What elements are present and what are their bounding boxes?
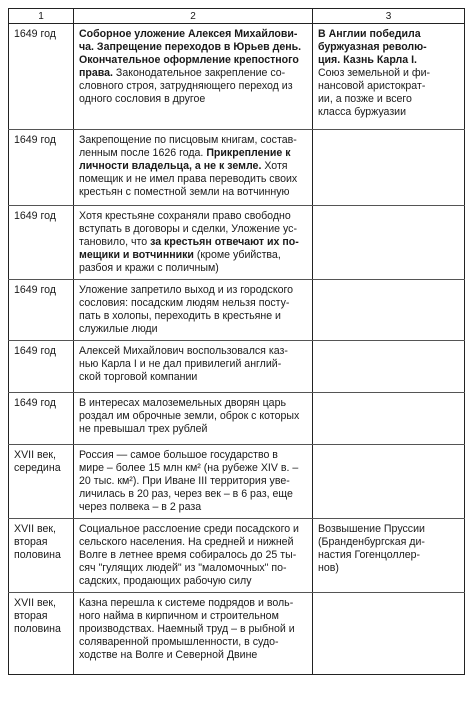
table-row	[9, 519, 465, 593]
event-cell	[74, 519, 313, 593]
event-text-run: Социальное расслоение среди посадского и сельского населения. На средней и нижней Волге в летнее время собиралось до 25 ты- сяч "гулящих людей" из "маломочных" по- садских, продающих рабочую силу	[79, 523, 299, 587]
world-event-cell	[313, 206, 465, 280]
world-event-cell	[313, 280, 465, 341]
year-cell: XVII век, вторая половина	[9, 593, 74, 675]
header-row	[9, 9, 465, 24]
world-event-cell	[313, 519, 465, 593]
event-cell	[74, 393, 313, 445]
event-cell	[74, 593, 313, 675]
event-cell	[74, 24, 313, 130]
event-text-run: Соборное уложение Алексея Михайлови- ча. Запрещение переходов в Юрьев день. Окончательное оформление крепостного права.	[79, 28, 302, 79]
event-text-run: за крестьян отвечают их по- мещики и вотчинники	[79, 236, 299, 261]
event-cell	[74, 280, 313, 341]
year-cell: 1649 год	[9, 280, 74, 341]
table-row	[9, 445, 465, 519]
event-text-run: Закрепощение по писцовым книгам, состав- ленным после 1626 года.	[79, 134, 297, 159]
world-event-cell	[313, 341, 465, 393]
world-text-run: В Англии победила буржуазная револю- ция. Казнь Карла I.	[318, 28, 427, 66]
year-cell: 1649 год	[9, 393, 74, 445]
event-text-run: (кроме убийства, разбоя и кражи с поличным)	[79, 249, 281, 274]
event-text-run: Законодательное закрепление со- словного строя, затрудняющего переход из одного сословия в другое	[79, 67, 293, 105]
world-text-run: Возвышение Пруссии (Бранденбургская ди- настия Гогенцоллер- нов)	[318, 523, 425, 574]
event-cell	[74, 130, 313, 206]
table-row	[9, 593, 465, 675]
year-cell: 1649 год	[9, 130, 74, 206]
history-table	[8, 8, 465, 675]
world-event-cell	[313, 393, 465, 445]
year-cell: 1649 год	[9, 24, 74, 130]
column-header-1: 1	[9, 9, 74, 24]
event-cell	[74, 341, 313, 393]
event-text-run: В интересах малоземельных дворян царь роздал им оброчные земли, оброк с которых не превышал трех рублей	[79, 397, 300, 435]
table-row	[9, 206, 465, 280]
world-event-cell	[313, 130, 465, 206]
table-row	[9, 341, 465, 393]
year-cell: XVII век, вторая половина	[9, 519, 74, 593]
column-header-3: 3	[313, 9, 465, 24]
event-cell	[74, 445, 313, 519]
year-cell: 1649 год	[9, 341, 74, 393]
year-cell: 1649 год	[9, 206, 74, 280]
event-text-run: Уложение запретило выход и из городского сословия: посадским людям нельзя посту- пать в холопы, переходить в крестьяне и служилые люди	[79, 284, 293, 335]
table-row	[9, 24, 465, 130]
table-row	[9, 393, 465, 445]
world-event-cell	[313, 593, 465, 675]
event-text-run: Россия — самое большое государство в мире – более 15 млн км² (на рубеже XIV в. – 20 тыс. км²). При Иване III территория уве- личилась в 20 раз, через век – в 6 раз, еще через полвека – в 2 раза	[79, 449, 299, 513]
event-cell	[74, 206, 313, 280]
event-text-run: Алексей Михайлович воспользовался каз- нью Карла I и не дал привилегий англий- ской торговой компании	[79, 345, 288, 383]
event-text-run: Хотя помещик и не имел права переводить своих крестьян с поместной земли на вотчинную	[79, 160, 298, 198]
world-event-cell	[313, 445, 465, 519]
world-text-run: Союз земельной и фи- нансовой аристократ- ии, а позже и всего класса буржуазии	[318, 67, 431, 118]
table-row	[9, 130, 465, 206]
event-text-run: Казна перешла к системе подрядов и воль- ного найма в кирпичном и строительном производствах. Наемный труд – в рыбной и соляваренной промышленности, в судо- ходстве на Волге и Северной Двине	[79, 597, 295, 661]
event-text-run: Прикрепление к личности владельца, а не к земле.	[79, 147, 291, 172]
table-row	[9, 280, 465, 341]
world-event-cell	[313, 24, 465, 130]
event-text-run: Хотя крестьяне сохраняли право свободно вступать в договоры и сделки, Уложение ус- тановило, что	[79, 210, 297, 248]
column-header-2: 2	[74, 9, 313, 24]
year-cell: XVII век, середина	[9, 445, 74, 519]
